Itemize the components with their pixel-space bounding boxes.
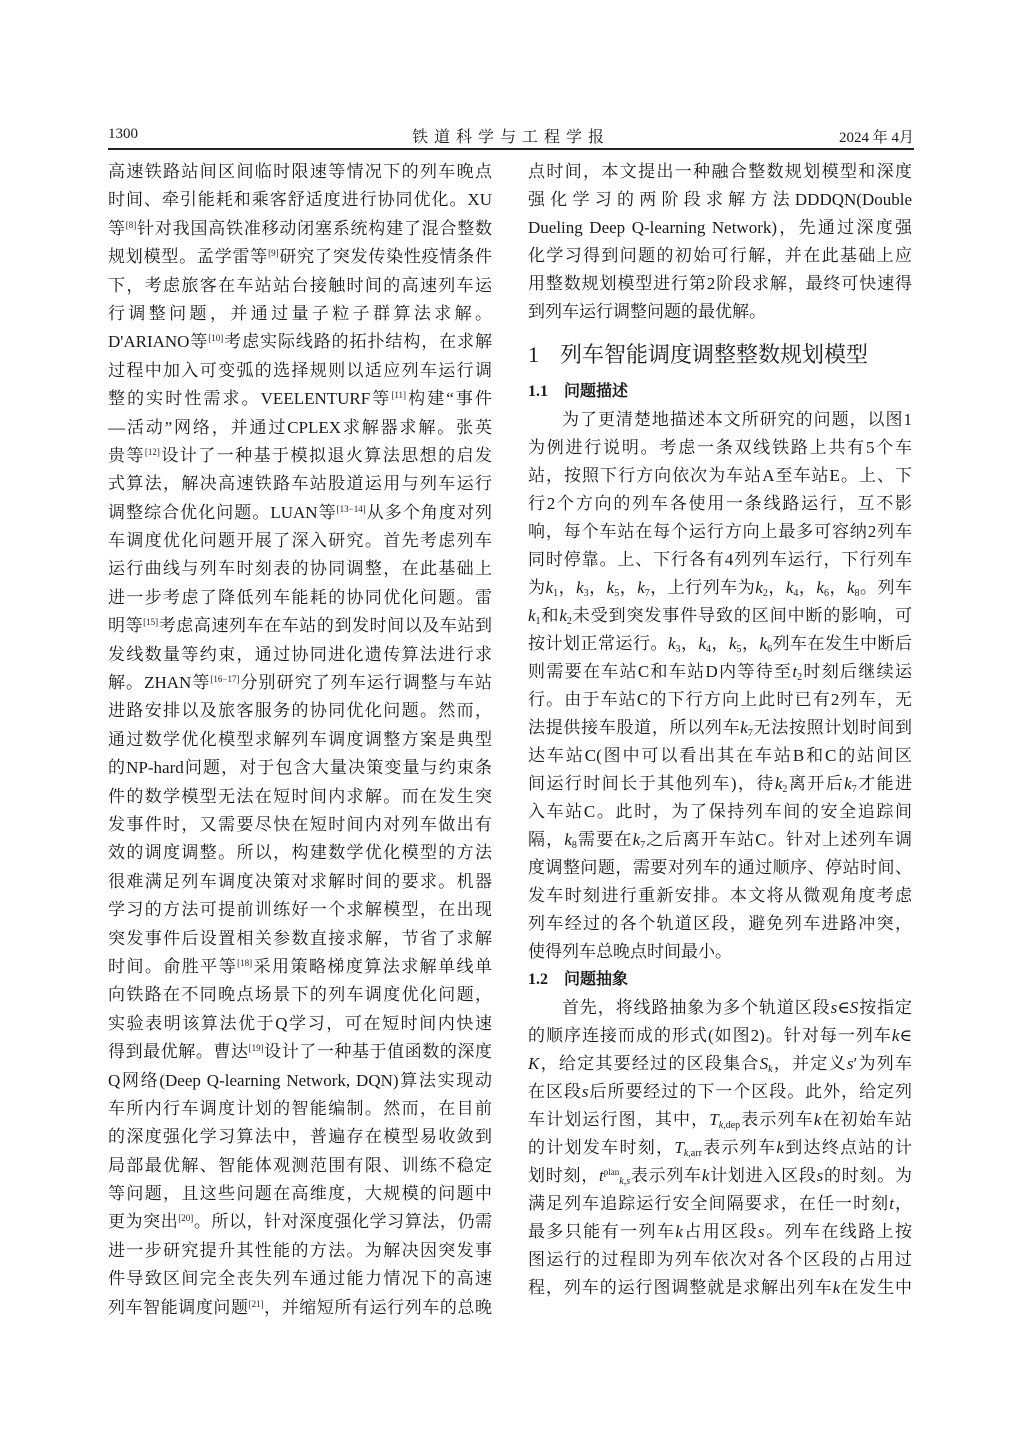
text-line: 达车站C(图中可以看出其在车站B和C的站间区 xyxy=(528,746,912,765)
text-line: 运行曲线与列车时刻表的协同调整，在此基础上 xyxy=(108,559,492,579)
text-line: 的深度强化学习算法中，普遍存在模型易收敛到 xyxy=(108,1127,492,1147)
text-line: 使得列车总晚点时间最小。 xyxy=(528,942,732,961)
text-line: 件导致区间完全丧失列车通过能力情况下的高速 xyxy=(108,1269,492,1289)
subsection-number: 1.1 xyxy=(528,383,548,400)
text-line: 解。ZHAN等[16−17]分别研究了列车运行调整与车站 xyxy=(108,673,492,693)
left-column xyxy=(108,158,492,1322)
text-line: 规划模型。孟学雷等[9]研究了突发传染性疫情条件 xyxy=(108,247,493,267)
running-header xyxy=(108,124,914,150)
text-line: D'ARIANO等[10]考虑实际线路的拓扑结构，在求解 xyxy=(108,332,492,352)
text-line: 高速铁路站间区间临时限速等情况下的列车晚点 xyxy=(108,162,492,181)
subsection-heading-1-1 xyxy=(528,378,912,406)
text-line: 首先，将线路抽象为多个轨道区段s∈S按指定 xyxy=(562,998,913,1017)
text-line: 整的实时性需求。VEELENTURF等[11]构建“事件 xyxy=(108,389,493,409)
text-line: 下，考虑旅客在车站站台接触时间的高速列车运 xyxy=(108,275,492,295)
text-line: 进一步考虑了降低列车能耗的协同优化问题。雷 xyxy=(108,587,492,607)
text-line: 响，每个车站在每个运行方向上最多可容纳2列车 xyxy=(528,522,912,541)
text-line: 车所内行车调度计划的智能编制。然而，在目前 xyxy=(108,1098,492,1118)
text-line: 为了更清楚地描述本文所研究的问题，以图1 xyxy=(562,410,912,429)
text-line: 则需要在车站C和车站D内等待至$t_2$时刻后继续运 xyxy=(528,662,912,683)
text-line: 局部最优解、智能体观测范围有限、训练不稳定 xyxy=(108,1155,492,1175)
text-line: 等[8]针对我国高铁准移动闭塞系统构建了混合整数 xyxy=(108,218,493,238)
section-heading xyxy=(528,332,912,378)
text-line: 列车智能调度问题[21]，并缩短所有运行列车的总晚 xyxy=(108,1297,493,1317)
right-column xyxy=(528,158,912,1302)
text-line: $k_1$和$k_2$未受到突发事件导致的区间中断的影响，可 xyxy=(528,606,913,627)
text-line: 为例进行说明。考虑一条双线铁路上共有5个车 xyxy=(528,438,912,457)
text-line: 行。由于车站C的下行方向上此时已有2列车，无 xyxy=(528,690,912,709)
journal-title: 铁道科学与工程学报 xyxy=(411,129,610,146)
text-line: 程，列车的运行图调整就是求解出列车k在发生中 xyxy=(528,1278,913,1297)
text-line: 向铁路在不同晚点场景下的列车调度优化问题， xyxy=(108,985,492,1005)
text-line: 过程中加入可变弧的选择规则以适应列车运行调 xyxy=(108,360,492,380)
problem-abstraction-paragraph xyxy=(528,994,912,1302)
text-line: 进一步研究提升其性能的方法。为解决因突发事 xyxy=(108,1240,492,1260)
text-line: 行调整问题，并通过量子粒子群算法求解。 xyxy=(108,303,492,323)
text-line: 法提供接车股道，所以列车$k_7$无法按照计划时间到 xyxy=(528,718,913,739)
text-line: 发车时刻进行重新安排。本文将从微观角度考虑 xyxy=(528,886,912,905)
page-number: 1300 xyxy=(108,126,138,142)
text-line: 车调度优化问题开展了深入研究。首先考虑列车 xyxy=(108,531,492,551)
subsection-title: 问题描述 xyxy=(564,383,629,400)
text-line: 进路安排以及旅客服务的协同优化问题。然而， xyxy=(108,701,492,721)
text-line: 同时停靠。上、下行各有4列列车运行，下行列车 xyxy=(528,550,912,569)
text-line: 学习的方法可提前训练好一个求解模型，在出现 xyxy=(108,900,492,920)
text-line: Q网络(Deep Q-learning Network, DQN)算法实现动 xyxy=(108,1070,492,1090)
subsection-heading-1-2 xyxy=(528,966,912,994)
subsection-title: 问题抽象 xyxy=(564,971,629,988)
text-line: 点时间，本文提出一种融合整数规划模型和深度 xyxy=(528,162,912,181)
text-line: 的顺序连接而成的形式(如图2)。针对每一列车k∈ xyxy=(528,1026,912,1045)
text-line: 隔，$k_8$需要在$k_7$之后离开车站C。针对上述列车调 xyxy=(528,830,913,851)
text-line: 突发事件后设置相关参数直接求解，节省了求解 xyxy=(108,928,492,948)
section-number: 1 xyxy=(528,342,539,367)
text-line: 满足列车追踪运行安全间隔要求，在任一时刻t， xyxy=(528,1194,913,1213)
text-line: 的NP-hard问题，对于包含大量决策变量与约束条 xyxy=(108,758,492,778)
text-line: 最多只能有一列车k占用区段s。列车在线路上按 xyxy=(528,1222,913,1241)
text-line: 得到最优解。曹达[19]设计了一种基于值函数的深度 xyxy=(108,1042,493,1062)
text-line: 贵等[12]设计了一种基于模拟退火算法思想的启发 xyxy=(108,445,493,465)
text-line: 用整数规划模型进行第2阶段求解，最终可快速得 xyxy=(528,274,912,293)
text-line: 列车经过的各个轨道区段，避免列车进路冲突， xyxy=(528,914,912,933)
text-line: 件的数学模型无法在短时间内求解。而在发生突 xyxy=(108,786,492,806)
text-line: 明等[15]考虑高速列车在车站的到发时间以及车站到 xyxy=(108,616,493,636)
text-line: 发事件时，又需要尽快在短时间内对列车做出有 xyxy=(108,814,492,834)
text-line: 入车站C。此时，为了保持列车间的安全追踪间 xyxy=(528,802,912,821)
text-line: 通过数学优化模型求解列车调度调整方案是典型 xyxy=(108,729,492,749)
text-line: 站，按照下行方向依次为车站A至车站E。上、下 xyxy=(528,466,912,485)
intro-paragraph xyxy=(528,158,912,326)
text-line: 图运行的过程即为列车依次对各个区段的占用过 xyxy=(528,1250,912,1269)
text-line: 很难满足列车调度决策对求解时间的要求。机器 xyxy=(108,871,492,891)
text-line: 为$k_1$，$k_3$，$k_5$，$k_7$，上行列车为$k_2$，$k_4$，$k_6$，$k_8$。列车 xyxy=(528,578,913,599)
text-line: 强化学习的两阶段求解方法DDDQN(Double xyxy=(528,190,912,209)
text-line: 车计划运行图，其中，$T_{k,dep}$表示列车k在初始车站 xyxy=(528,1110,913,1131)
section-title: 列车智能调度调整整数规划模型 xyxy=(560,342,869,367)
issue-date: 2024 年 4月 xyxy=(838,130,914,146)
text-line: Dueling Deep Q-learning Network)，先通过深度强 xyxy=(528,218,912,237)
text-line: 式算法，解决高速铁路车站股道运用与列车运行 xyxy=(108,474,492,494)
problem-description-paragraph xyxy=(528,406,912,966)
text-line: 度调整问题，需要对列车的通过顺序、停站时间、 xyxy=(528,858,912,877)
text-line: 更为突出[20]。所以，针对深度强化学习算法，仍需 xyxy=(108,1212,493,1232)
subsection-number: 1.2 xyxy=(528,971,548,988)
text-line: 到列车运行调整问题的最优解。 xyxy=(528,302,766,321)
text-line: 效的调度调整。所以，构建数学优化模型的方法 xyxy=(108,843,492,863)
text-line: 划时刻，$t^{plan}_{k,s}$表示列车k计划进入区段s的时刻。为 xyxy=(528,1166,913,1187)
text-line: 行2个方向的列车各使用一条线路运行，互不影 xyxy=(528,494,912,513)
text-line: 间运行时间长于其他列车)，待$k_2$离开后$k_7$才能进 xyxy=(528,774,913,795)
text-line: 实验表明该算法优于Q学习，可在短时间内快速 xyxy=(108,1013,492,1033)
text-line: —活动”网络，并通过CPLEX求解器求解。张英 xyxy=(108,417,492,437)
text-line: 时间、牵引能耗和乘客舒适度进行协同优化。XU xyxy=(108,190,492,210)
text-line: K，给定其要经过的区段集合$S_k$，并定义s′为列车 xyxy=(528,1054,913,1075)
text-line: 的计划发车时刻，$T_{k,arr}$表示列车k到达终点站的计 xyxy=(528,1138,913,1159)
text-line: 发线数量等约束，通过协同进化遗传算法进行求 xyxy=(108,644,492,664)
text-line: 按计划正常运行。$k_3$，$k_4$，$k_5$，$k_6$列车在发生中断后 xyxy=(528,634,913,655)
text-line: 在区段s后所要经过的下一个区段。此外，给定列 xyxy=(528,1082,913,1101)
text-line: 调整综合优化问题。LUAN等[13−14]从多个角度对列 xyxy=(108,502,493,522)
text-line: 化学习得到问题的初始可行解，并在此基础上应 xyxy=(528,246,912,265)
text-line: 时间。俞胜平等[18]采用策略梯度算法求解单线单 xyxy=(108,956,493,976)
text-line: 等问题，且这些问题在高维度，大规模的问题中 xyxy=(108,1184,492,1204)
